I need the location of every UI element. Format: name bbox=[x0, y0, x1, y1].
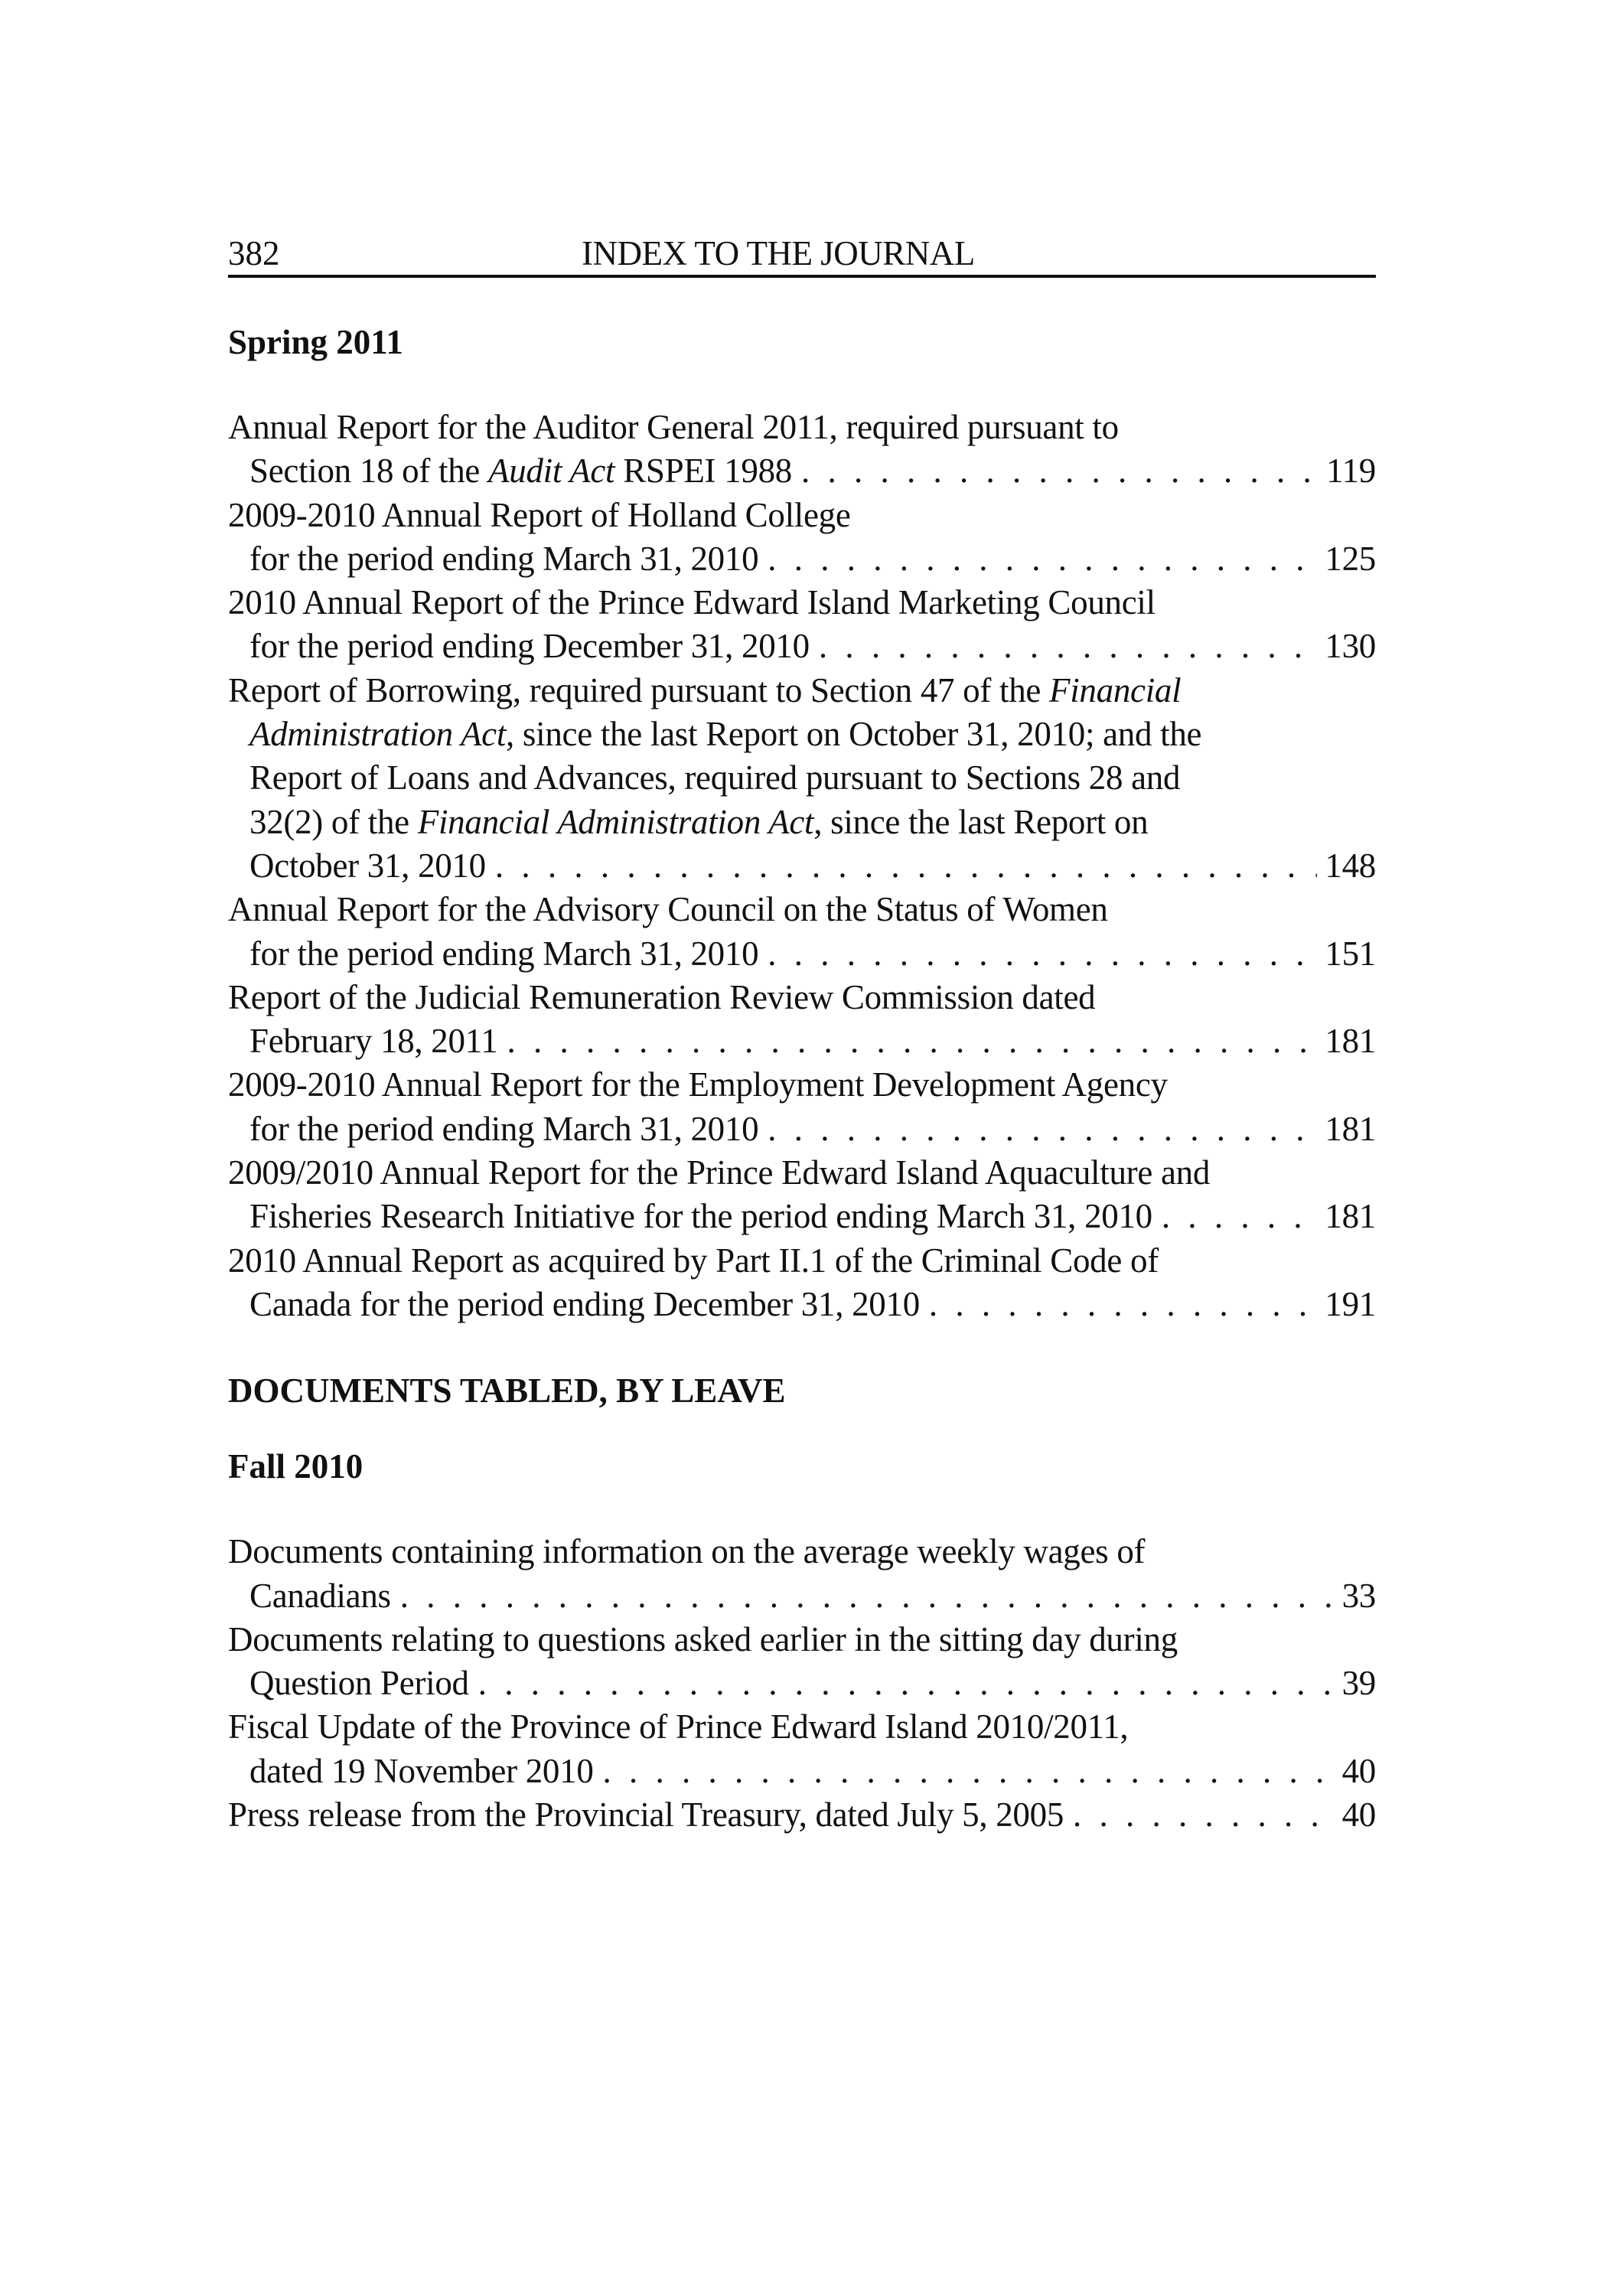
dot-leader bbox=[819, 625, 1318, 668]
entry-leader-line bbox=[228, 1574, 1376, 1618]
page-reference: 130 bbox=[1325, 627, 1376, 666]
entry-line: 32(2) of the Financial Administration Act, since the last Report on bbox=[249, 802, 1149, 841]
entry-text: Press release from the Provincial Treasury, dated July 5, 2005 bbox=[228, 1795, 1064, 1835]
entry-text: dated 19 November 2010 bbox=[249, 1751, 594, 1790]
page-reference: 39 bbox=[1341, 1664, 1376, 1703]
dot-leader bbox=[768, 1107, 1317, 1151]
index-entry bbox=[228, 1705, 1376, 1793]
dot-leader bbox=[400, 1574, 1335, 1618]
entry-line: Fiscal Update of the Province of Prince Edward Island 2010/2011, bbox=[228, 1707, 1129, 1746]
index-entry bbox=[228, 1530, 1376, 1618]
entry-line: Documents relating to questions asked earlier in the sitting day during bbox=[228, 1619, 1178, 1658]
entry-leader-line bbox=[228, 537, 1376, 581]
entry-text: Section 18 of the Audit Act RSPEI 1988 bbox=[249, 452, 792, 491]
entry-text: Fisheries Research Initiative for the period ending March 31, 2010 bbox=[249, 1197, 1152, 1236]
index-entry bbox=[228, 1151, 1376, 1239]
page-reference: 148 bbox=[1325, 846, 1376, 885]
act-title: Audit Act bbox=[488, 452, 615, 491]
entry-line: Annual Report for the Advisory Council on the Status of Women bbox=[228, 890, 1108, 929]
entry-leader-line bbox=[228, 1019, 1376, 1063]
index-entry bbox=[228, 976, 1376, 1064]
entry-line: 2010 Annual Report as acquired by Part II.1 of the Criminal Code of bbox=[228, 1241, 1159, 1280]
entry-line: 2009/2010 Annual Report for the Prince Edward Island Aquaculture and bbox=[228, 1153, 1211, 1192]
index-entry bbox=[228, 1063, 1376, 1151]
entry-text: Canadians bbox=[249, 1576, 391, 1615]
act-title: Administration Act bbox=[249, 715, 507, 754]
document-page bbox=[228, 232, 1376, 1837]
entry-line: 2010 Annual Report of the Prince Edward Island Marketing Council bbox=[228, 583, 1156, 622]
section-heading-documents-tabled: DOCUMENTS TABLED, BY LEAVE bbox=[228, 1371, 786, 1411]
dot-leader bbox=[1162, 1195, 1318, 1238]
dot-leader bbox=[801, 449, 1319, 493]
entry-text: Canada for the period ending December 31, 2010 bbox=[249, 1284, 920, 1323]
entry-line: Report of Borrowing, required pursuant to Section 47 of the Financial bbox=[228, 670, 1182, 709]
entry-text: February 18, 2011 bbox=[249, 1022, 498, 1061]
act-title: Financial Administration Act bbox=[417, 802, 814, 841]
entry-text: for the period ending March 31, 2010 bbox=[249, 1109, 759, 1148]
index-entry bbox=[228, 888, 1376, 976]
entry-leader-line bbox=[228, 625, 1376, 668]
entry-leader-line bbox=[228, 1283, 1376, 1326]
dot-leader bbox=[603, 1750, 1335, 1793]
index-entry bbox=[228, 1239, 1376, 1327]
entry-line: Administration Act, since the last Report on October 31, 2010; and the bbox=[249, 715, 1202, 754]
index-entry bbox=[228, 581, 1376, 669]
entry-leader-line bbox=[228, 1662, 1376, 1705]
index-entry bbox=[228, 494, 1376, 582]
index-entry bbox=[228, 669, 1376, 888]
dot-leader bbox=[495, 844, 1318, 888]
entry-line: Documents containing information on the average weekly wages of bbox=[228, 1532, 1146, 1571]
page-reference: 40 bbox=[1341, 1751, 1376, 1790]
page-reference: 33 bbox=[1341, 1576, 1376, 1615]
section-heading-spring-2011: Spring 2011 bbox=[228, 323, 403, 361]
entry-text: for the period ending March 31, 2010 bbox=[249, 934, 759, 973]
running-title: INDEX TO THE JOURNAL bbox=[582, 234, 975, 272]
entry-leader-line bbox=[228, 449, 1376, 493]
entry-leader-line bbox=[228, 844, 1376, 888]
entry-line: Annual Report for the Auditor General 2011, required pursuant to bbox=[228, 408, 1119, 446]
page-reference: 181 bbox=[1325, 1197, 1376, 1236]
entry-line: Report of Loans and Advances, required pursuant to Sections 28 and bbox=[249, 758, 1181, 797]
entry-leader-line bbox=[228, 1750, 1376, 1793]
entry-line: Report of the Judicial Remuneration Review Commission dated bbox=[228, 977, 1096, 1016]
entry-text: for the period ending March 31, 2010 bbox=[249, 539, 759, 578]
entry-line: 2009-2010 Annual Report for the Employment Development Agency bbox=[228, 1065, 1168, 1104]
dot-leader bbox=[929, 1283, 1317, 1326]
page-reference: 119 bbox=[1326, 452, 1376, 491]
entry-text: Question Period bbox=[249, 1664, 469, 1703]
page-reference: 181 bbox=[1325, 1109, 1376, 1148]
entry-leader-line bbox=[228, 1195, 1376, 1238]
entry-leader-line bbox=[228, 1107, 1376, 1151]
dot-leader bbox=[478, 1662, 1335, 1705]
page-number: 382 bbox=[228, 234, 280, 272]
page-reference: 191 bbox=[1325, 1284, 1376, 1323]
act-title: Financial bbox=[1049, 670, 1182, 709]
dot-leader bbox=[768, 537, 1317, 581]
dot-leader bbox=[1073, 1793, 1335, 1837]
entry-leader-line bbox=[228, 932, 1376, 976]
page-reference: 181 bbox=[1325, 1022, 1376, 1061]
page-reference: 40 bbox=[1341, 1795, 1376, 1835]
running-header bbox=[228, 232, 1376, 278]
index-entry bbox=[228, 1618, 1376, 1706]
entry-leader-line bbox=[228, 1793, 1376, 1837]
entry-text: for the period ending December 31, 2010 bbox=[249, 627, 810, 666]
entry-text: October 31, 2010 bbox=[249, 846, 486, 885]
dot-leader bbox=[768, 932, 1317, 976]
page-reference: 151 bbox=[1325, 934, 1376, 973]
dot-leader bbox=[507, 1019, 1317, 1063]
index-entry bbox=[228, 406, 1376, 494]
section-heading-fall-2010: Fall 2010 bbox=[228, 1447, 363, 1486]
index-entry bbox=[228, 1793, 1376, 1837]
entry-line: 2009-2010 Annual Report of Holland College bbox=[228, 495, 851, 534]
page-reference: 125 bbox=[1325, 539, 1376, 578]
